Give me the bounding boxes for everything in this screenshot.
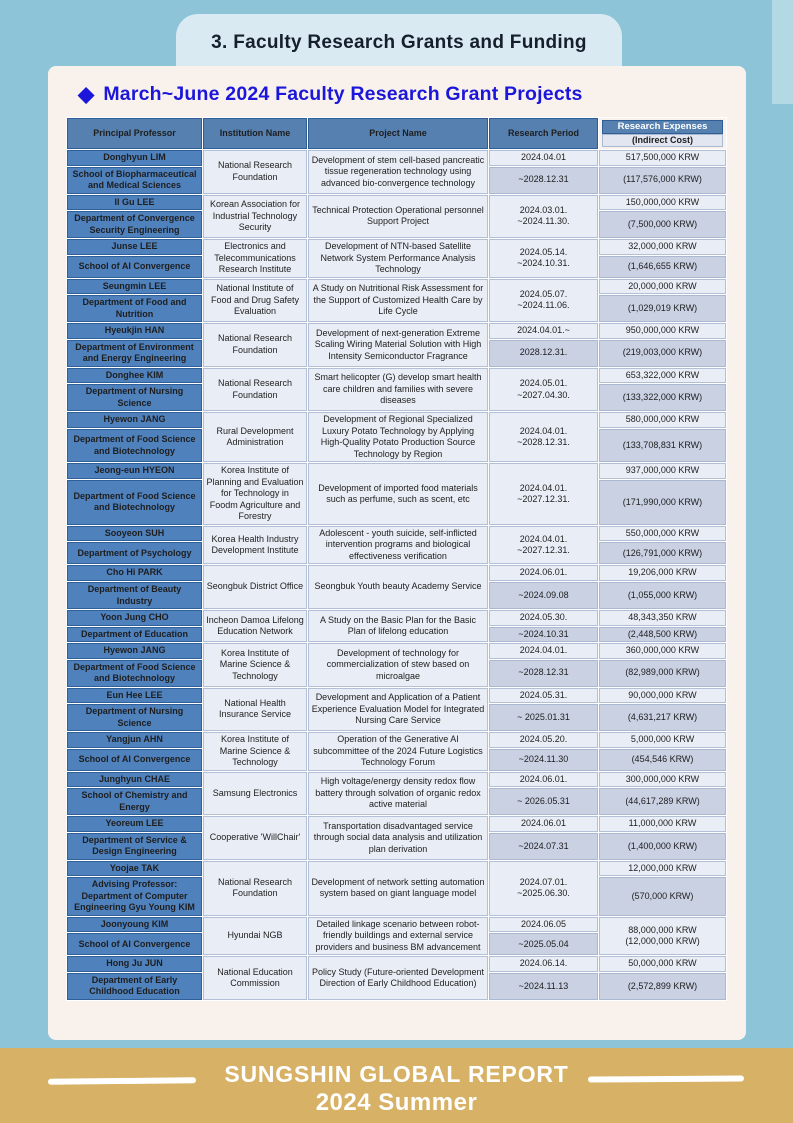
department-cell: School of AI Convergence — [67, 748, 203, 771]
header-institution: Institution Name — [203, 118, 308, 150]
professor-cell: Yangjun AHN — [67, 732, 203, 749]
institution-cell: Korea Institute of Planning and Evaluation for Technology in Foodm Agriculture and Forestry — [203, 463, 308, 526]
table-row — [67, 239, 727, 279]
project-cell: Adolescent - youth suicide, self-inflicted intervention programs and biological effectiveness verification — [308, 525, 489, 565]
table-row — [67, 367, 727, 412]
period-start-cell: 2024.06.05 — [489, 916, 599, 933]
period-start-cell: 2024.04.01. — [489, 643, 599, 660]
professor-cell: Donghee KIM — [67, 367, 203, 384]
project-cell: Seongbuk Youth beauty Academy Service — [308, 565, 489, 610]
period-cell-line2: ~2028.12.31. — [517, 437, 570, 448]
expense-total-cell: 5,000,000 KRW — [599, 732, 727, 749]
expense-total-cell: 550,000,000 KRW — [599, 525, 727, 542]
table-row — [67, 643, 727, 688]
period-cell — [489, 194, 599, 239]
department-cell: School of Biopharmaceutical and Medical Sciences — [67, 166, 203, 194]
institution-cell: Electronics and Telecommunications Research Institute — [203, 239, 308, 279]
department-cell: School of AI Convergence — [67, 933, 203, 956]
period-cell-line1: 2024.04.01. — [519, 425, 568, 436]
professor-cell: Yeoreum LEE — [67, 816, 203, 833]
content-card — [48, 66, 746, 1040]
table-row — [67, 816, 727, 861]
period-end-cell: ~2024.10.31 — [489, 626, 599, 643]
project-cell: Development and Application of a Patient Experience Evaluation Model for Integrated Nursing Care Service — [308, 687, 489, 732]
period-cell — [489, 239, 599, 279]
period-end-cell: ~2024.11.13 — [489, 972, 599, 1000]
period-cell — [489, 860, 599, 916]
institution-cell: Cooperative 'WillChair' — [203, 816, 308, 861]
period-cell-line2: ~2025.06.30. — [517, 888, 570, 899]
period-cell-line1: 2024.07.01. — [519, 876, 568, 887]
expense-indirect-cell: (1,400,000 KRW) — [599, 832, 727, 860]
expense-indirect-cell: (133,708,831 KRW) — [599, 428, 727, 463]
table-row — [67, 150, 727, 195]
institution-cell: Seongbuk District Office — [203, 565, 308, 610]
project-cell: Development of NTN-based Satellite Network System Performance Analysis Technology — [308, 239, 489, 279]
department-cell: Department of Nursing Science — [67, 384, 203, 412]
expense-total-cell: 12,000,000 KRW — [599, 860, 727, 877]
expense-indirect-cell: (171,990,000 KRW) — [599, 479, 727, 525]
period-end-cell: 2028.12.31. — [489, 339, 599, 367]
expense-total-cell: 517,500,000 KRW — [599, 150, 727, 167]
section-title-text: March~June 2024 Faculty Research Grant Projects — [103, 83, 583, 105]
institution-cell: National Institute of Food and Drug Safety Evaluation — [203, 278, 308, 323]
expense-total-cell: 48,343,350 KRW — [599, 610, 727, 627]
period-cell-line1: 2024.03.01. — [519, 204, 568, 215]
period-cell-line2: ~2024.11.30. — [517, 216, 570, 227]
period-start-cell: 2024.04.01 — [489, 150, 599, 167]
department-cell: School of Chemistry and Energy — [67, 788, 203, 816]
project-cell: High voltage/energy density redox flow battery through solvation of organic redox active material — [308, 771, 489, 816]
expense-indirect-cell: (117,576,000 KRW) — [599, 166, 727, 194]
footer-right-line — [588, 1075, 744, 1082]
expense-cell-line2: (12,000,000 KRW) — [625, 936, 700, 947]
department-cell: Department of Food Science and Biotechnology — [67, 479, 203, 525]
institution-cell: National Research Foundation — [203, 860, 308, 916]
period-end-cell: ~2028.12.31 — [489, 659, 599, 687]
period-cell — [489, 463, 599, 526]
period-cell-line1: 2024.05.07. — [519, 288, 568, 299]
table-row — [67, 687, 727, 732]
department-cell: Department of Food and Nutrition — [67, 295, 203, 323]
institution-cell: National Education Commission — [203, 956, 308, 1001]
project-cell: Development of Regional Specialized Luxury Potato Technology by Applying High-Quality Potato Production Source Technology by Region — [308, 412, 489, 463]
expense-indirect-cell: (454,546 KRW) — [599, 748, 727, 771]
expense-indirect-cell: (2,572,899 KRW) — [599, 972, 727, 1000]
project-cell: Transportation disadvantaged service through social data analysis and utilization plan derivation — [308, 816, 489, 861]
table-row — [67, 916, 727, 956]
project-cell: Technical Protection Operational personnel Support Project — [308, 194, 489, 239]
institution-cell: Korean Association for Industrial Technology Security — [203, 194, 308, 239]
professor-cell: Yoojae TAK — [67, 860, 203, 877]
table-row — [67, 412, 727, 463]
period-start-cell: 2024.06.01 — [489, 816, 599, 833]
institution-cell: Incheon Damoa Lifelong Education Network — [203, 610, 308, 643]
expense-indirect-cell: (1,029,019 KRW) — [599, 295, 727, 323]
professor-cell: Hyewon JANG — [67, 643, 203, 660]
expense-indirect-cell: (570,000 KRW) — [599, 877, 727, 917]
expense-indirect-cell: (44,617,289 KRW) — [599, 788, 727, 816]
grants-table — [66, 117, 727, 1001]
expense-total-cell: 90,000,000 KRW — [599, 687, 727, 704]
period-end-cell: ~ 2025.01.31 — [489, 704, 599, 732]
period-start-cell: 2024.05.31. — [489, 687, 599, 704]
period-cell — [489, 412, 599, 463]
period-cell — [489, 367, 599, 412]
institution-cell: National Research Foundation — [203, 323, 308, 368]
period-end-cell: ~2028.12.31 — [489, 166, 599, 194]
period-start-cell: 2024.04.01.~ — [489, 323, 599, 340]
institution-cell: Samsung Electronics — [203, 771, 308, 816]
period-start-cell: 2024.05.20. — [489, 732, 599, 749]
expense-indirect-cell: (2,448,500 KRW) — [599, 626, 727, 643]
expense-indirect-cell: (126,791,000 KRW) — [599, 542, 727, 565]
department-cell: Department of Environment and Energy Engineering — [67, 339, 203, 367]
page-title: 3. Faculty Research Grants and Funding — [211, 32, 587, 53]
institution-cell: Rural Development Administration — [203, 412, 308, 463]
section-title — [78, 82, 746, 107]
period-cell-line2: ~2024.10.31. — [517, 258, 570, 269]
period-cell-line1: 2024.04.01. — [519, 533, 568, 544]
institution-cell: Korea Institute of Marine Science & Technology — [203, 732, 308, 772]
professor-cell: Eun Hee LEE — [67, 687, 203, 704]
period-start-cell: 2024.06.01. — [489, 771, 599, 788]
header-period: Research Period — [489, 118, 599, 150]
period-end-cell: ~2024.11.30 — [489, 748, 599, 771]
institution-cell: National Research Foundation — [203, 367, 308, 412]
period-cell-line2: ~2027.12.31. — [517, 545, 570, 556]
department-cell: Department of Early Childhood Education — [67, 972, 203, 1000]
expense-total-cell: 950,000,000 KRW — [599, 323, 727, 340]
diamond-bullet-icon: ◆ — [78, 83, 95, 106]
footer-issue: 2024 Summer — [315, 1089, 478, 1116]
table-row — [67, 525, 727, 565]
project-cell: Detailed linkage scenario between robot-friendly buildings and external service providers and business BM advancement — [308, 916, 489, 956]
expense-total-cell: 937,000,000 KRW — [599, 463, 727, 480]
institution-cell: Korea Health Industry Development Institute — [203, 525, 308, 565]
expense-total-cell: 50,000,000 KRW — [599, 956, 727, 973]
footer-band — [0, 1048, 793, 1123]
department-cell: Department of Beauty Industry — [67, 581, 203, 609]
header-project: Project Name — [308, 118, 489, 150]
expense-indirect-cell: (82,989,000 KRW) — [599, 659, 727, 687]
table-row — [67, 610, 727, 643]
expense-total-cell: 150,000,000 KRW — [599, 194, 727, 211]
table-row — [67, 323, 727, 368]
professor-cell: Seungmin LEE — [67, 278, 203, 295]
professor-cell: Sooyeon SUH — [67, 525, 203, 542]
table-row — [67, 463, 727, 526]
table-row — [67, 771, 727, 816]
expense-total-cell: 360,000,000 KRW — [599, 643, 727, 660]
period-start-cell: 2024.06.01. — [489, 565, 599, 582]
professor-cell: Junse LEE — [67, 239, 203, 256]
professor-cell: Junghyun CHAE — [67, 771, 203, 788]
professor-cell: Donghyun LIM — [67, 150, 203, 167]
expense-total-cell: 580,000,000 KRW — [599, 412, 727, 429]
institution-cell: National Health Insurance Service — [203, 687, 308, 732]
department-cell: Department of Convergence Security Engineering — [67, 211, 203, 239]
period-end-cell: ~ 2026.05.31 — [489, 788, 599, 816]
expense-indirect-cell: (219,003,000 KRW) — [599, 339, 727, 367]
expense-total-cell: 653,322,000 KRW — [599, 367, 727, 384]
corner-decoration — [772, 0, 793, 104]
project-cell: Smart helicopter (G) develop smart health care children and families with severe diseases — [308, 367, 489, 412]
institution-cell: Hyundai NGB — [203, 916, 308, 956]
table-header — [67, 118, 727, 150]
professor-cell: Il Gu LEE — [67, 194, 203, 211]
department-cell: Advising Professor: Department of Computer Engineering Gyu Young KIM — [67, 877, 203, 917]
professor-cell: Jeong-eun HYEON — [67, 463, 203, 480]
period-end-cell: ~2024.09.08 — [489, 581, 599, 609]
expense-total-cell: 32,000,000 KRW — [599, 239, 727, 256]
period-end-cell: ~2024.07.31 — [489, 832, 599, 860]
department-cell: Department of Food Science and Biotechnology — [67, 428, 203, 463]
footer-report-title: SUNGSHIN GLOBAL REPORT — [224, 1061, 569, 1087]
institution-cell: National Research Foundation — [203, 150, 308, 195]
table-row — [67, 278, 727, 323]
professor-cell: Hyewon JANG — [67, 412, 203, 429]
department-cell: Department of Nursing Science — [67, 704, 203, 732]
professor-cell: Joonyoung KIM — [67, 916, 203, 933]
professor-cell: Hong Ju JUN — [67, 956, 203, 973]
expense-total-cell: 20,000,000 KRW — [599, 278, 727, 295]
period-cell — [489, 525, 599, 565]
project-cell: Development of technology for commercialization of stew based on microalgae — [308, 643, 489, 688]
department-cell: Department of Food Science and Biotechnology — [67, 659, 203, 687]
project-cell: Development of stem cell-based pancreatic tissue regeneration technology using advanced bio-convergence technology — [308, 150, 489, 195]
period-start-cell: 2024.05.30. — [489, 610, 599, 627]
period-cell-line2: ~2027.12.31. — [517, 494, 570, 505]
project-cell: Development of next-generation Extreme Scaling Wiring Material Solution with High Intensity Semiconductor Fragrance — [308, 323, 489, 368]
expense-indirect-cell: (133,322,000 KRW) — [599, 384, 727, 412]
table-row — [67, 956, 727, 1001]
expense-indirect-cell: (1,055,000 KRW) — [599, 581, 727, 609]
department-cell: Department of Education — [67, 626, 203, 643]
expense-indirect-cell: (1,646,655 KRW) — [599, 255, 727, 278]
professor-cell: Cho Hi PARK — [67, 565, 203, 582]
header-expenses-label: Research Expenses — [602, 120, 723, 134]
project-cell: Operation of the Generative AI subcommittee of the 2024 Future Logistics Technology Forum — [308, 732, 489, 772]
table-row — [67, 565, 727, 610]
period-end-cell: ~2025.05.04 — [489, 933, 599, 956]
header-expenses-sublabel: (Indirect Cost) — [602, 134, 723, 147]
department-cell: Department of Psychology — [67, 542, 203, 565]
department-cell: Department of Service & Design Engineering — [67, 832, 203, 860]
expense-cell — [599, 916, 727, 956]
header-professor: Principal Professor — [67, 118, 203, 150]
period-cell-line2: ~2027.04.30. — [517, 389, 570, 400]
institution-cell: Korea Institute of Marine Science & Technology — [203, 643, 308, 688]
expense-total-cell: 300,000,000 KRW — [599, 771, 727, 788]
table-row — [67, 194, 727, 239]
project-cell: Policy Study (Future-oriented Development Direction of Early Childhood Education) — [308, 956, 489, 1001]
project-cell: Development of network setting automation system based on giant language model — [308, 860, 489, 916]
period-cell-line1: 2024.05.14. — [519, 246, 568, 257]
period-cell-line1: 2024.05.01. — [519, 377, 568, 388]
expense-indirect-cell: (7,500,000 KRW) — [599, 211, 727, 239]
expense-cell-line1: 88,000,000 KRW — [628, 924, 697, 935]
project-cell: A Study on the Basic Plan for the Basic Plan of lifelong education — [308, 610, 489, 643]
professor-cell: Yoon Jung CHO — [67, 610, 203, 627]
project-cell: Development of imported food materials such as perfume, such as scent, etc — [308, 463, 489, 526]
table-row — [67, 860, 727, 916]
table-row — [67, 732, 727, 772]
expense-total-cell: 11,000,000 KRW — [599, 816, 727, 833]
period-cell-line2: ~2024.11.06. — [517, 300, 570, 311]
expense-total-cell: 19,206,000 KRW — [599, 565, 727, 582]
professor-cell: Hyeukjin HAN — [67, 323, 203, 340]
period-cell — [489, 278, 599, 323]
header-expenses — [599, 118, 727, 150]
project-cell: A Study on Nutritional Risk Assessment for the Support of Customized Health Care by Life Cycle — [308, 278, 489, 323]
period-start-cell: 2024.06.14. — [489, 956, 599, 973]
period-cell-line1: 2024.04.01. — [519, 482, 568, 493]
department-cell: School of AI Convergence — [67, 255, 203, 278]
expense-indirect-cell: (4,631,217 KRW) — [599, 704, 727, 732]
